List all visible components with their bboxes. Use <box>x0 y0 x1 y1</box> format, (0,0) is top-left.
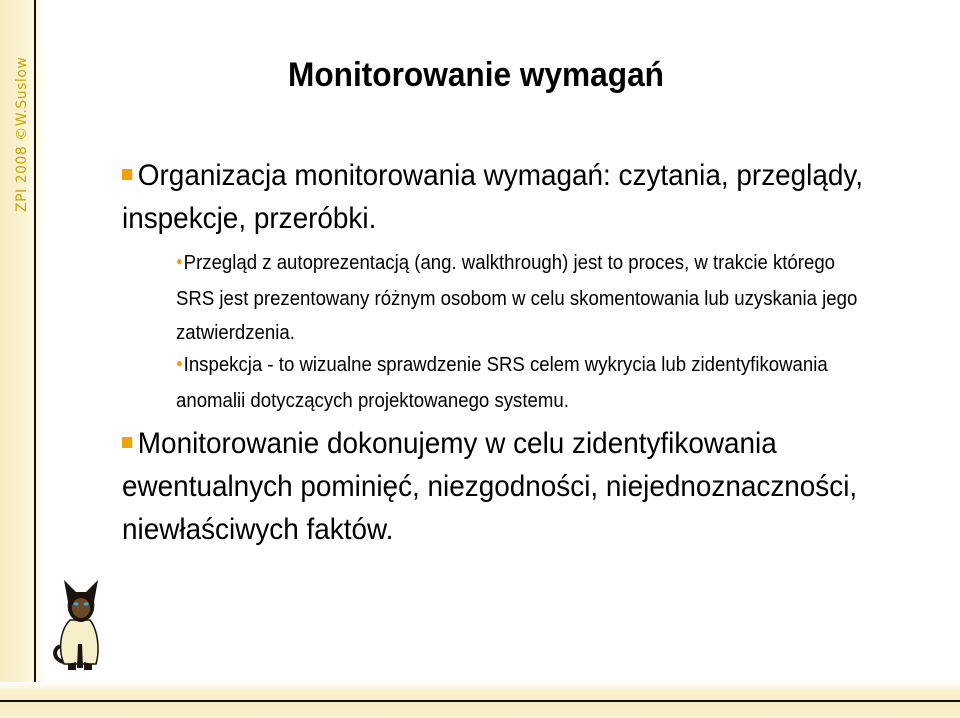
dot-bullet-icon: ● <box>176 356 183 370</box>
bullet-text: Organizacja monitorowania wymagań: czytania, przeglądy, inspekcje, przeróbki. <box>122 159 864 235</box>
sub-bullet-text: Przegląd z autoprezentacją (ang. walkthrough) jest to proces, w trakcie którego SRS jest prezentowany różnym osobom w celu skomentowania lub uzyskania jego zatwierdzenia. <box>176 252 858 344</box>
bullet-text: Monitorowanie dokonujemy w celu zidentyfikowania ewentualnych pominięć, niezgodności, niejednoznaczności, niewłaściwych faktów. <box>122 427 858 546</box>
sub-bullet-item-2 <box>176 348 864 418</box>
side-copyright-label: ZPI 2008 ©W.Suslow <box>14 56 30 212</box>
bullet-item-2 <box>122 422 885 551</box>
square-bullet-icon <box>122 437 132 448</box>
bullet-item-1 <box>122 154 885 240</box>
sub-bullet-text: Inspekcja - to wizualne sprawdzenie SRS celem wykrycia lub zidentyfikowania anomalii dotyczących projektowanego systemu. <box>176 354 828 412</box>
square-bullet-icon <box>122 169 132 180</box>
cat-icon <box>50 574 110 674</box>
dot-bullet-icon: ● <box>176 254 183 268</box>
sub-bullet-item-1 <box>176 246 864 350</box>
left-frame-line <box>34 0 36 718</box>
slide-title: Monitorowanie wymagań <box>288 56 664 94</box>
bottom-frame-line <box>0 700 960 702</box>
